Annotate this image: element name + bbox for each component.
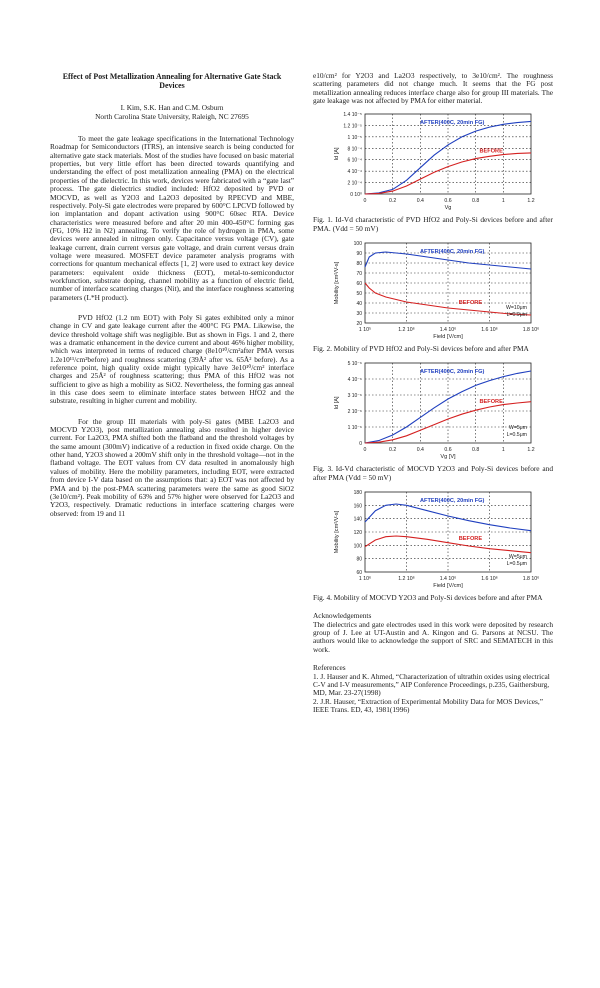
figure-4-caption: Fig. 4. Mobility of MOCVD Y2O3 and Poly-Si devices before and after PMA (313, 593, 543, 603)
x-tick-label: 1.2 10⁶ (398, 576, 415, 583)
figure-2-caption: Fig. 2. Mobility of PVD HfO2 and Poly-Si devices before and after PMA (313, 344, 529, 354)
y-tick-label: 0 (359, 441, 362, 448)
x-tick-label: 1.2 10⁶ (398, 327, 415, 334)
x-axis-label: Field [V/cm] (433, 334, 463, 341)
acknowledgements-text: The dielectrics and gate electrodes used in this work were deposited by research group of J. Lee at UT-Austin and A. Kingon and G. Parsons at NCSU. The authors would like to acknowledge the support of SRC and SEMATECH in this work. (313, 619, 553, 654)
figure-1-chart (331, 108, 536, 214)
x-tick-label: 1.8 10⁶ (522, 327, 540, 334)
y-tick-label: 100 (353, 241, 362, 248)
affiliation: North Carolina State University, Raleigh, NC 27695 (95, 111, 249, 121)
x-tick-label: 0 (363, 198, 367, 205)
x-tick-label: 1 (501, 447, 505, 454)
body-paragraph-3: For the group III materials with poly-Si gates (MBE La2O3 and MOCVD Y2O3), post metallization annealing also resulted in higher device current. For La2O3, PMA shifted both the flatband and the threshold voltages by the same amount (300mV) indicative of a reduction in fixed oxide charge. On the other hand, Y2O3 showed a 200mV shift only in the threshold voltage—not in the flatband voltage. The EOT values from CV data resulted in anomalously high values of mobility. Here the mobility parameters, including EOT, were extracted from device I-V data based on the assumptions that: a) EOT was not affected by PMA and b) the post-PMA scattering parameters were the same as good SiO2 (3e10/cm²). Peak mobility of 63% and 57% higher were observed for La2O3 and Y2O3, respectively. Dramatic reductions in interface scattering charges were observed: from 19 and 11 (50, 416, 294, 518)
y-axis-label: Mobility [cm²/V-s] (334, 261, 340, 305)
x-tick-label: 1.2 (527, 198, 535, 205)
body-paragraph-1: To meet the gate leakage specifications in the International Technology Roadmap for Semiconductors (ITRS), an intensive search is being conducted for alternative gate stack materials. Most of the studies have focused on basic material properties, but very little effort has been directed towards quantifying and understanding the effect of post metallization annealing (PMA) on the electrical properties of the dielectric. In this work, devices were fabricated with a “gate last” process. The gate dielectrics studied included: HfO2 deposited by PVD or MOCVD, as well as Y2O3 and La2O3 deposited by RPECVD and MBE, respectively. Poly-Si gate electrodes were prepared by 600°C LPCVD followed by ion implantation and dopant activation using 900°C 60sec RTA. Device characteristics were measured before and after 20 min 400-450°C forming gas (FG, 10% H2 in N2) annealing. To verify the role of hydrogen in PMA, some devices were annealed in nitrogen only. Capacitance versus voltage (CV), gate leakage current, drain current versus gate voltage, and drain current versus drain voltage were measured. MOSFET device parameter analysis programs with corrections for quantum mechanical effects [1, 2] were used to extract key device parameters: equivalent oxide thickness (EOT), metal-to-semiconductor workfunction, substrate doping, channel mobility as a function of electric field, number of interface scattering charges (Nit), and the interface roughness scattering parameters (L*H product). (50, 134, 294, 302)
y-tick-label: 0 10⁰ (350, 192, 362, 199)
x-tick-label: 0.2 (389, 447, 397, 454)
y-tick-label: 20 (356, 321, 362, 328)
y-tick-label: 4 10⁻⁶ (347, 377, 362, 384)
y-tick-label: 4 10⁻⁴ (347, 169, 362, 176)
figure-3-caption: Fig. 3. Id-Vd characteristic of MOCVD Y2O3 and Poly-Si devices before and after PMA (Vdd = 50 mV) (313, 464, 553, 482)
y-tick-label: 2 10⁻⁶ (347, 409, 362, 416)
figure-1 (313, 108, 553, 216)
series-label: AFTER(400C, 20min FG) (420, 120, 485, 127)
y-tick-label: 80 (356, 261, 362, 268)
y-tick-label: 1 10⁻⁵ (347, 135, 362, 142)
chart-annotation: L=0.5μm (506, 432, 527, 439)
x-tick-label: 1.4 10⁶ (439, 576, 457, 583)
chart-annotation: W=5μm (508, 554, 527, 561)
body-paragraph-4: e10/cm² for Y2O3 and La2O3 respectively, to 3e10/cm². The roughness scattering parameters did not change much. It seems that the FG post metallization annealing reduces interface charge also for group III materials. The gate leakage was not affected by PMA for either material. (313, 71, 553, 106)
left-column (50, 72, 294, 518)
paper-title: Effect of Post Metallization Annealing for Alternative Gate Stack Devices (62, 72, 282, 91)
y-tick-label: 70 (356, 271, 362, 278)
y-tick-label: 5 10⁻⁶ (347, 361, 362, 368)
reference-2: 2. J.R. Hauser, “Extraction of Experimental Mobility Data for MOS Devices,” IEEE Trans. ED, 43, 1981(1996) (313, 696, 543, 714)
x-axis-label: Vg (444, 205, 452, 212)
x-tick-label: 0.2 (389, 198, 397, 205)
figure-4-chart (331, 486, 540, 592)
y-tick-label: 2 10⁻⁴ (347, 180, 362, 187)
figure-3 (313, 357, 553, 465)
y-tick-label: 80 (356, 556, 362, 563)
y-tick-label: 30 (356, 311, 362, 318)
references-heading: References (313, 663, 346, 673)
figure-4 (313, 486, 553, 594)
y-tick-label: 160 (353, 503, 362, 510)
x-tick-label: 0.6 (444, 198, 452, 205)
series-label: BEFORE (458, 300, 483, 307)
y-tick-label: 8 10⁻⁴ (347, 146, 362, 153)
x-tick-label: 0.8 (472, 198, 480, 205)
right-column (313, 72, 553, 714)
series-label: BEFORE (479, 399, 503, 406)
y-tick-label: 6 10⁻⁴ (347, 158, 362, 165)
chart-annotation: W=10μm (505, 305, 527, 312)
x-tick-label: 1 10⁵ (358, 327, 372, 334)
chart-annotation: L=0.9μm (506, 312, 527, 319)
x-tick-label: 1.6 10⁶ (481, 327, 498, 334)
series-label: AFTER(400C, 20min FG) (420, 369, 485, 376)
x-tick-label: 0 (363, 447, 367, 454)
y-tick-label: 60 (356, 570, 362, 577)
x-tick-label: 1.2 (527, 447, 535, 454)
chart-annotation: W=5μm (508, 425, 527, 432)
authors: I. Kim, S.K. Han and C.M. Osburn (120, 103, 224, 113)
x-tick-label: 0.6 (444, 447, 452, 454)
body-paragraph-2: PVD HfO2 (1.2 nm EOT) with Poly Si gates exhibited only a minor change in CV and gate leakage current after the 400°C FG PMA. Likewise, the device threshold voltage shift was negligible. But as shown in Figs. 1 and 2, there was a dramatic enhancement in the device current and about 46% higher mobility, which was interpreted in terms of reduced charge (8e10¹⁰/cm²after PMA versus 1.2e10¹¹/cm²before) and roughness scattering (39Å² after vs. 65Å² before). As a reference point, high quality oxide might typically have 3e10¹⁰/cm² interface charges and 25Å² of roughness scattering; thus PMA of this HfO2 was not sufficient to give as high a mobility as SiO2. Nevertheless, the forming gas anneal in this case does seem to eliminate interface states between HfO2 and the substrate, resulting in higher current and mobility. (50, 312, 294, 406)
x-tick-label: 1.8 10⁶ (522, 576, 540, 583)
x-tick-label: 0.8 (472, 447, 480, 454)
y-tick-label: 50 (356, 291, 362, 298)
series-label: BEFORE (479, 148, 503, 155)
chart-annotation: L=0.5μm (506, 561, 527, 568)
y-tick-label: 3 10⁻⁶ (347, 393, 362, 400)
figure-1-caption: Fig. 1. Id-Vd characteristic of PVD HfO2 and Poly-Si devices before and after PMA. (Vdd = 50 mV) (313, 215, 553, 233)
series-label: BEFORE (458, 536, 483, 543)
x-tick-label: 1 10⁶ (358, 576, 372, 583)
y-axis-label: Id [A] (334, 396, 340, 410)
series-label: AFTER(400C, 20min FG) (420, 498, 485, 505)
figure-3-chart (331, 357, 536, 463)
y-axis-label: Id [A] (334, 147, 340, 161)
acknowledgements-heading: Acknowledgements (313, 611, 372, 621)
reference-1: 1. J. Hauser and K. Ahmed, “Characterization of ultrathin oxides using electrical C-V and I-V measurements,” AIP Conference Proceedings, p.235, Gaithersburg, MD, Mar. 23-27(1998) (313, 671, 550, 698)
x-axis-label: Vg [V] (440, 454, 456, 461)
y-tick-label: 1.4 10⁻⁵ (343, 112, 362, 119)
x-tick-label: 0.4 (416, 447, 424, 454)
y-tick-label: 60 (356, 281, 362, 288)
y-tick-label: 100 (353, 543, 362, 550)
y-tick-label: 1.2 10⁻⁵ (343, 123, 362, 130)
x-tick-label: 1.6 10⁶ (481, 576, 498, 583)
y-tick-label: 180 (353, 490, 362, 497)
y-tick-label: 1 10⁻⁶ (347, 425, 362, 432)
y-tick-label: 90 (356, 251, 362, 258)
figure-2 (313, 237, 553, 345)
y-tick-label: 140 (353, 516, 362, 523)
x-axis-label: Field [V/cm] (433, 583, 463, 590)
figure-2-chart (331, 237, 540, 343)
x-tick-label: 1.4 10⁶ (439, 327, 457, 334)
y-axis-label: Mobility [cm²/V-s] (334, 510, 340, 554)
x-tick-label: 1 (501, 198, 505, 205)
y-tick-label: 120 (353, 530, 362, 537)
y-tick-label: 40 (356, 301, 362, 308)
series-label: AFTER(400C, 20min FG) (420, 249, 485, 256)
x-tick-label: 0.4 (416, 198, 424, 205)
